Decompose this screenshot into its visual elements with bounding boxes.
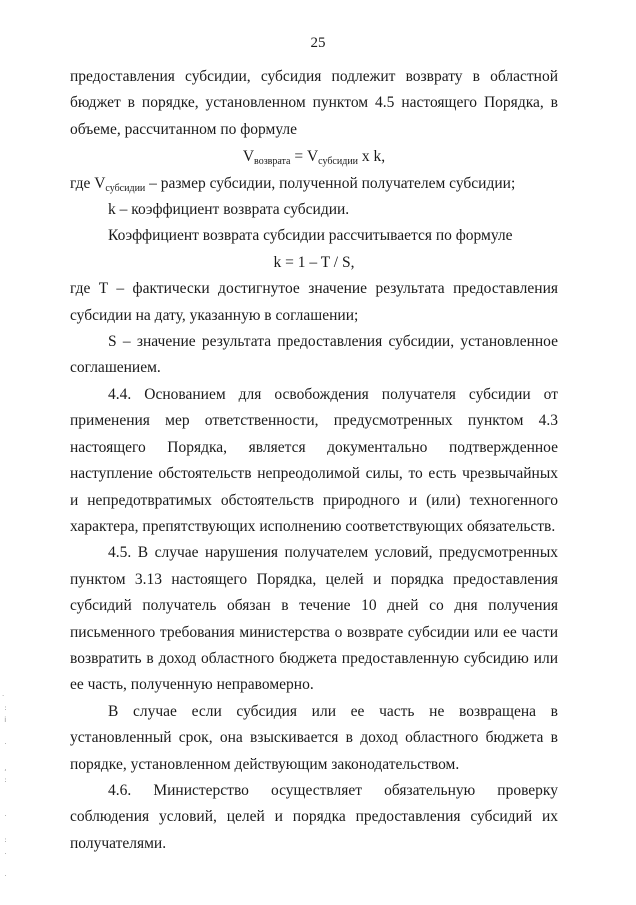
formula-v: V [242, 148, 255, 166]
formula-sub-subsidy: субсидии [318, 156, 359, 168]
paragraph-not-returned: В случае если субсидия или ее часть не возвращена в установленный срок, она взыскивается в доход областного бюджета в порядке, установленном действующим законодательством. [70, 702, 558, 773]
formula-coefficient: k = 1 – T / S, [273, 253, 355, 271]
paragraph-s: S – значение результата предоставления субсидии, установленное соглашением. [70, 333, 558, 377]
scan-margin-marks: · : i · , : · : . · [2, 692, 7, 880]
formula-tail: x k, [358, 148, 386, 166]
paragraph-k: k – коэффициент возврата субсидии. [108, 201, 350, 219]
paragraph-4-5: 4.5. В случае нарушения получателем условий, предусмотренных пунктом 3.13 настоящего Порядка, целей и порядка предоставления субсидий получатель обязан в течение 10 дней со дня получения письменного требования министерства о возврате субсидии или ее части возвратить в доход областного бюджета предоставленную субсидию или ее часть, полученную неправомерно. [70, 544, 558, 694]
paragraph-coefficient: Коэффициент возврата субсидии рассчитывается по формуле [108, 227, 513, 245]
where-v-lead: где V [70, 174, 106, 192]
document-body [70, 64, 558, 857]
paragraph-where-t: где T – фактически достигнутое значение результата предоставления субсидии на дату, указанную в соглашении; [70, 280, 558, 324]
paragraph-4-6: 4.6. Министерство осуществляет обязательную проверку соблюдения условий, целей и порядка предоставления субсидий их получателями. [70, 781, 558, 852]
where-v-sub: субсидии [105, 182, 146, 194]
where-v-rest: – размер субсидии, полученной получателем субсидии; [145, 174, 516, 192]
paragraph-4-4: 4.4. Основанием для освобождения получателя субсидии от применения мер ответственности, предусмотренных пунктом 4.3 настоящего Порядка, является документально подтвержденное наступление обстоятельств непреодолимой силы, то есть чрезвычайных и непредотвратимых обстоятельств природного и (или) техногенного характера, препятствующих исполнению соответствующих обязательств. [70, 385, 558, 535]
formula-sub-return: возврата [254, 156, 291, 168]
paragraph-intro: предоставления субсидии, субсидия подлежит возврату в областной бюджет в порядке, установленном пунктом 4.5 настоящего Порядка, в объеме, рассчитанном по формуле [70, 68, 558, 138]
formula-eq: = V [290, 148, 319, 166]
formula-return-volume [70, 144, 558, 170]
page-number: 25 [310, 35, 326, 51]
paragraph-where-v [70, 171, 558, 197]
